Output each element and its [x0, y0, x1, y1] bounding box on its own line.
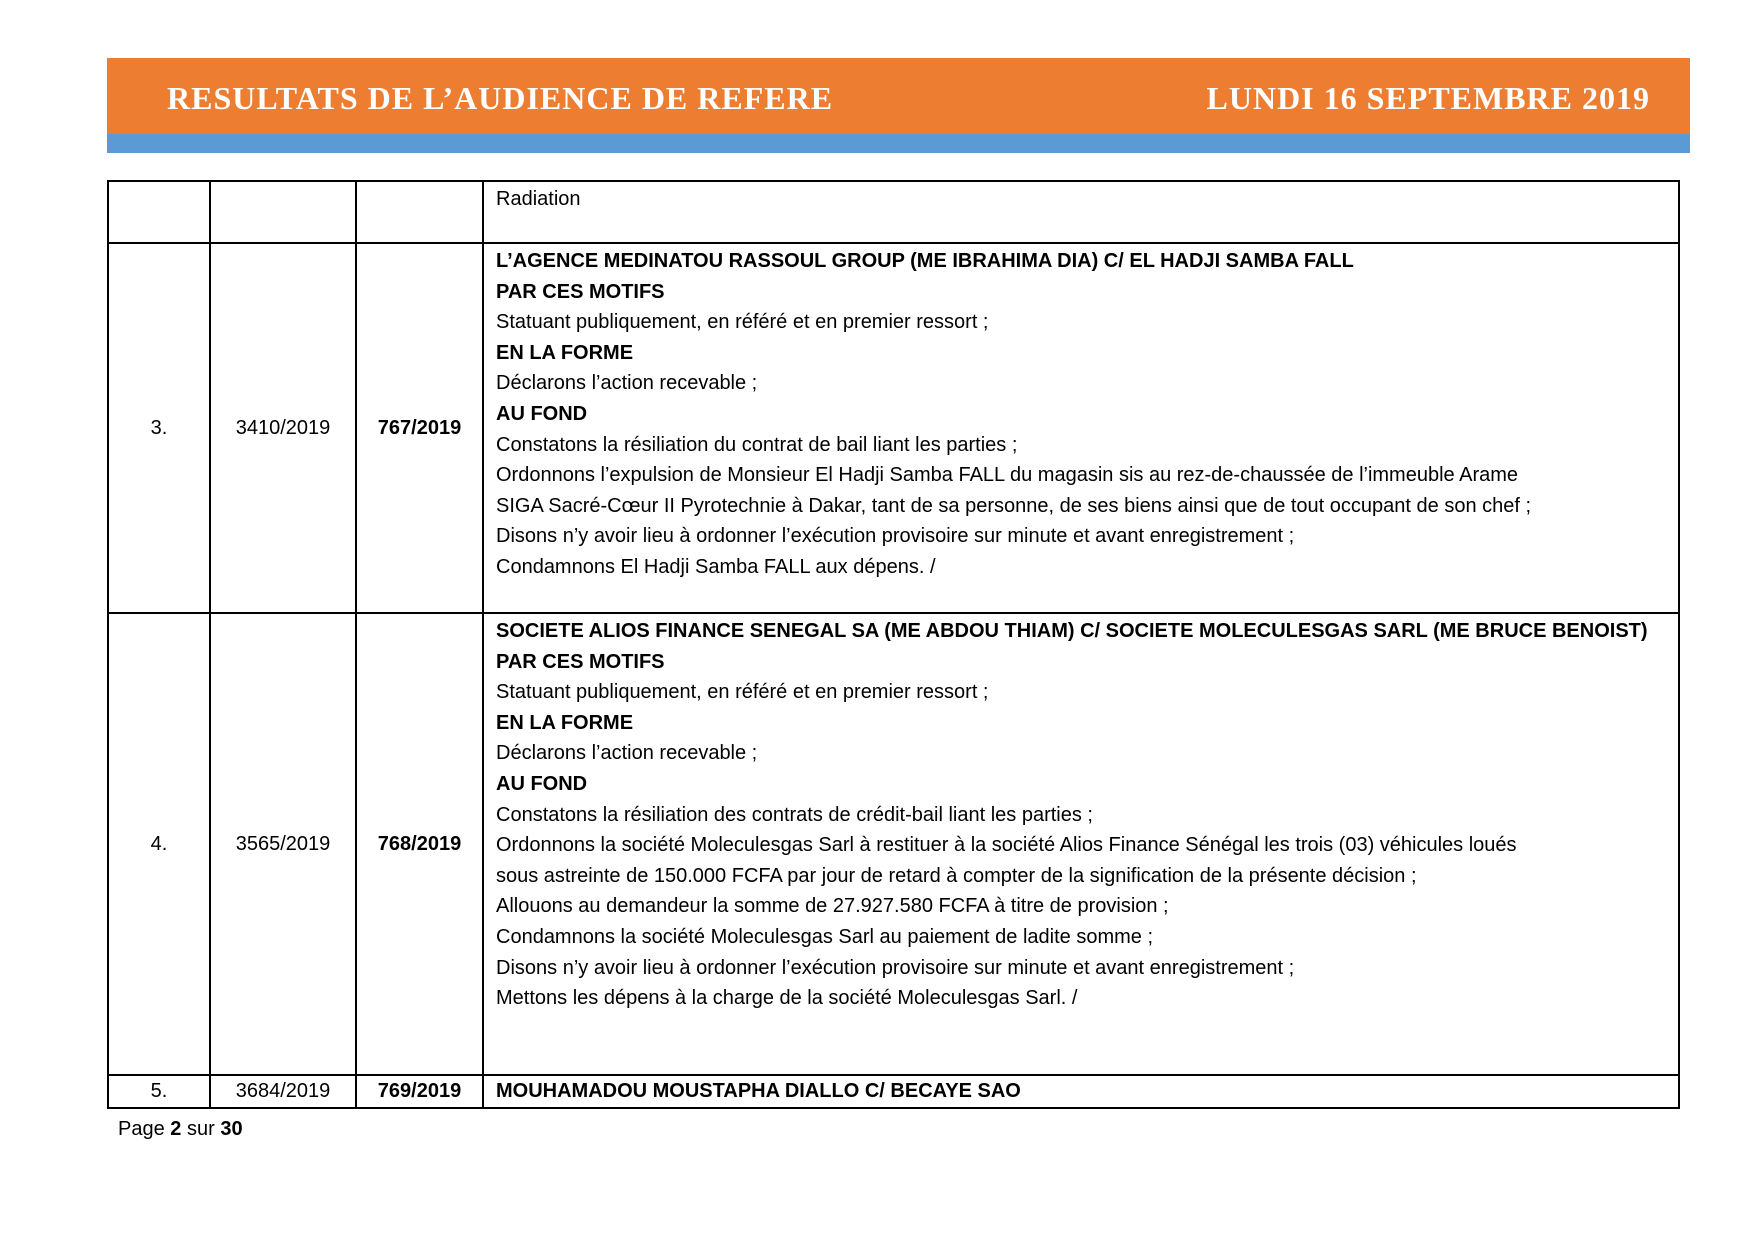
decision-cell [483, 1075, 1679, 1108]
table-row [108, 1075, 1679, 1108]
section-heading: EN LA FORME [496, 341, 634, 364]
role-number-cell: 3410/2019 [210, 243, 356, 613]
ordonnance-number-cell: 768/2019 [356, 613, 483, 1075]
case-number-cell: 5. [108, 1075, 210, 1108]
page-header-banner [107, 58, 1690, 134]
section-heading: EN LA FORME [496, 711, 634, 734]
page-footer [118, 1118, 243, 1141]
decision-line: Allouons au demandeur la somme de 27.927.580 FCFA à titre de provision ; [496, 895, 1169, 918]
case-parties: L’AGENCE MEDINATOU RASSOUL GROUP (ME IBRAHIMA DIA) C/ EL HADJI SAMBA FALL [496, 250, 1354, 272]
decision-line: Constatons la résiliation des contrats de crédit-bail liant les parties ; [496, 803, 1093, 826]
case-parties: MOUHAMADOU MOUSTAPHA DIALLO C/ BECAYE SAO [496, 1080, 1021, 1102]
case-number-cell: 4. [108, 613, 210, 1075]
decision-line: Radiation [496, 188, 581, 210]
decision-line: Déclarons l’action recevable ; [496, 742, 758, 765]
role-number-cell: 3684/2019 [210, 1075, 356, 1108]
decision-cell [483, 243, 1679, 613]
section-heading: PAR CES MOTIFS [496, 650, 665, 673]
table-row [108, 181, 1679, 243]
role-number-cell [210, 181, 356, 243]
case-parties: SOCIETE ALIOS FINANCE SENEGAL SA (ME ABDOU THIAM) C/ SOCIETE MOLECULESGAS SARL (ME BRUCE BENOIST) [496, 620, 1648, 642]
results-table [107, 180, 1680, 1109]
ordonnance-number-cell [356, 181, 483, 243]
decision-line: Ordonnons la société Moleculesgas Sarl à restituer à la société Alios Finance Sénégal les trois (03) véhicules loués [496, 834, 1517, 857]
decision-line: Condamnons El Hadji Samba FALL aux dépens. / [496, 555, 936, 578]
header-date: LUNDI 16 SEPTEMBRE 2019 [1206, 80, 1650, 116]
table-row [108, 613, 1679, 1075]
decision-line: Déclarons l’action recevable ; [496, 372, 758, 395]
decision-line: Statuant publiquement, en référé et en premier ressort ; [496, 681, 989, 704]
ordonnance-number-cell: 769/2019 [356, 1075, 483, 1108]
decision-line: Disons n’y avoir lieu à ordonner l’exécution provisoire sur minute et avant enregistrement ; [496, 956, 1295, 979]
header-title: RESULTATS DE L’AUDIENCE DE REFERE [167, 80, 834, 116]
decision-line: SIGA Sacré-Cœur II Pyrotechnie à Dakar, tant de sa personne, de ses biens ainsi que de tout occupant de son chef ; [496, 494, 1532, 517]
decision-line: Disons n’y avoir lieu à ordonner l’exécution provisoire sur minute et avant enregistrement ; [496, 525, 1295, 548]
decision-line: sous astreinte de 150.000 FCFA par jour de retard à compter de la signification de la présente décision ; [496, 864, 1417, 887]
section-heading: AU FOND [496, 402, 588, 425]
ordonnance-number-cell: 767/2019 [356, 243, 483, 613]
decision-line: Condamnons la société Moleculesgas Sarl au paiement de ladite somme ; [496, 925, 1154, 948]
header-stripe [107, 134, 1690, 153]
page-separator: sur [186, 1118, 215, 1140]
page-label: Page [118, 1118, 165, 1140]
decision-line: Constatons la résiliation du contrat de bail liant les parties ; [496, 433, 1018, 456]
case-number-cell: 3. [108, 243, 210, 613]
role-number-cell: 3565/2019 [210, 613, 356, 1075]
section-heading: PAR CES MOTIFS [496, 280, 665, 303]
decision-line: Statuant publiquement, en référé et en premier ressort ; [496, 311, 989, 334]
page-total: 30 [220, 1118, 243, 1140]
page-current: 2 [170, 1118, 182, 1140]
decision-cell [483, 613, 1679, 1075]
decision-line: Ordonnons l’expulsion de Monsieur El Hadji Samba FALL du magasin sis au rez-de-chaussée de l’immeuble Arame [496, 464, 1519, 487]
case-number-cell [108, 181, 210, 243]
table-row [108, 243, 1679, 613]
decision-line: Mettons les dépens à la charge de la société Moleculesgas Sarl. / [496, 987, 1078, 1010]
section-heading: AU FOND [496, 772, 588, 795]
decision-cell [483, 181, 1679, 243]
